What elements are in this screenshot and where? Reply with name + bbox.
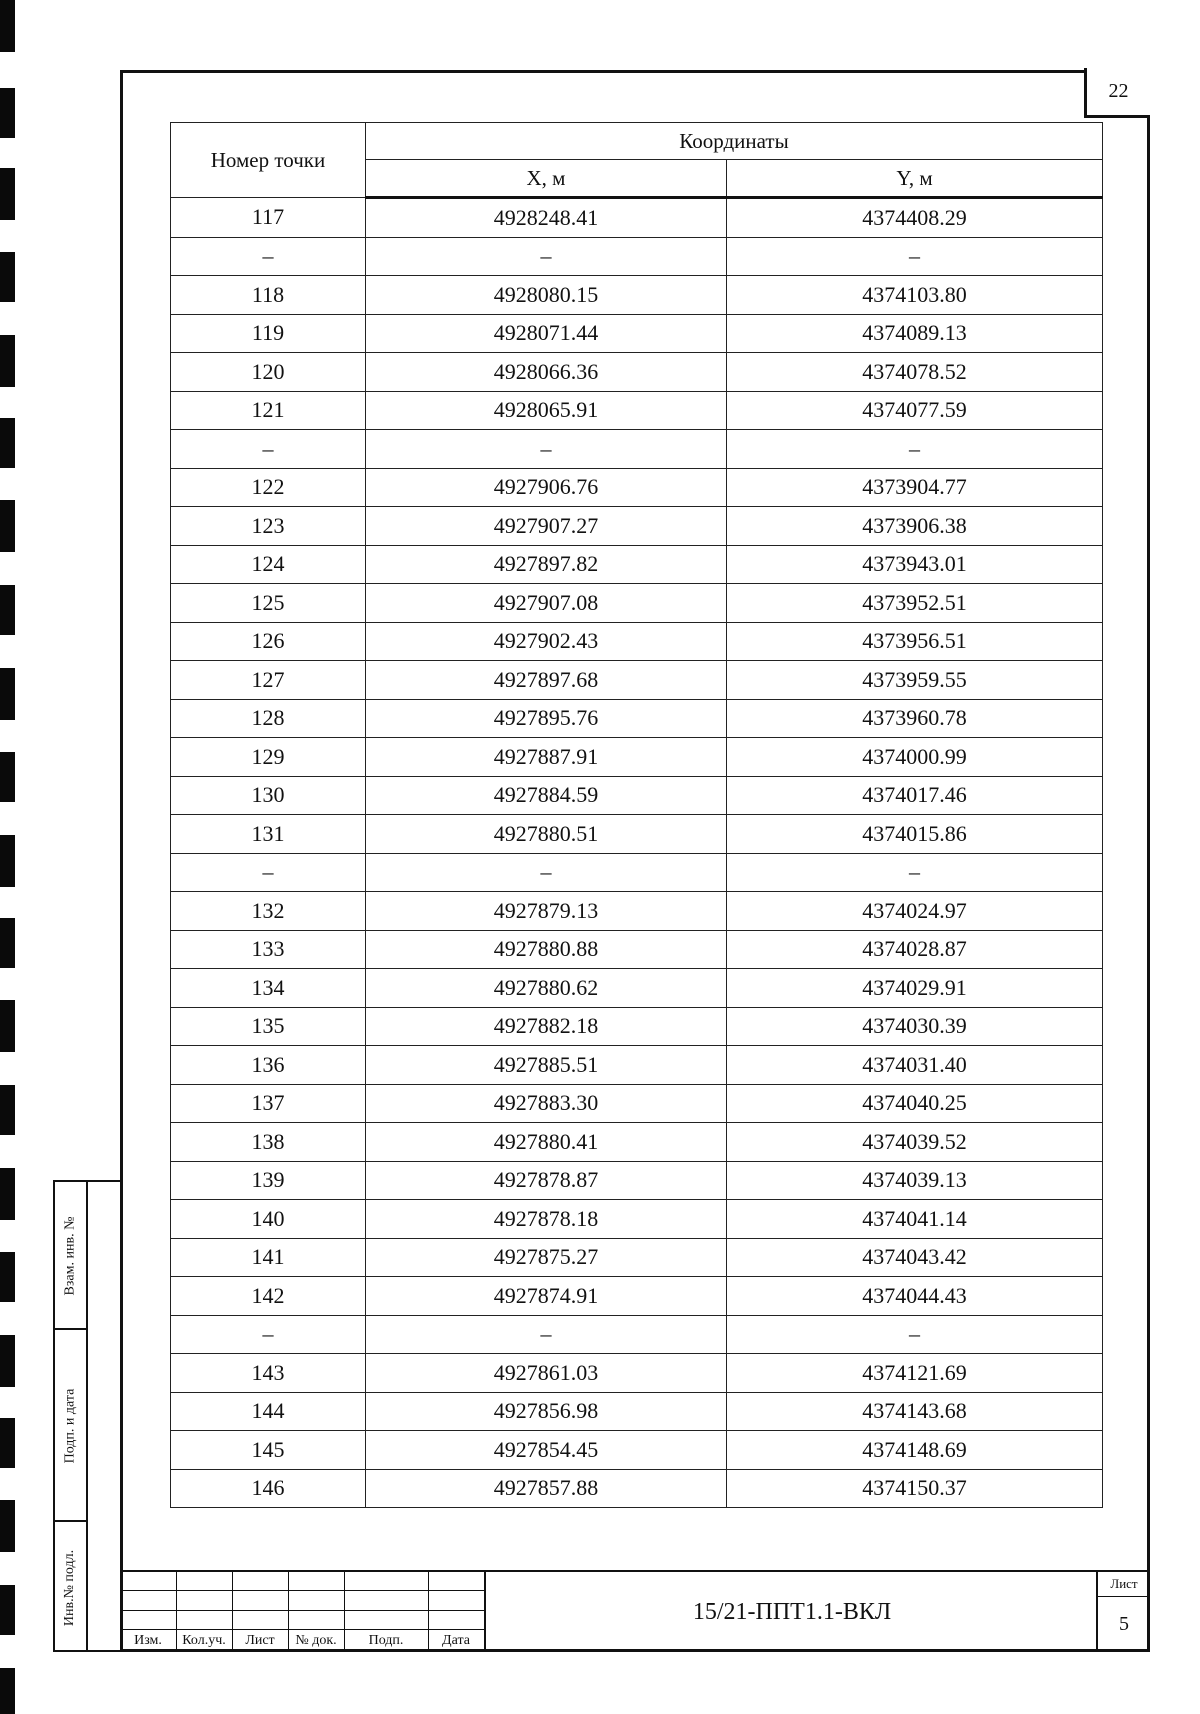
table-row	[171, 1392, 1103, 1431]
y-cell: –	[727, 1315, 1103, 1354]
y-cell: 4374028.87	[727, 930, 1103, 969]
table-row	[171, 198, 1103, 238]
point-cell: 143	[171, 1354, 366, 1393]
title-block-grid	[120, 1570, 484, 1652]
point-cell: 146	[171, 1469, 366, 1508]
sheet-box	[1096, 1570, 1150, 1652]
point-cell: 145	[171, 1431, 366, 1470]
table-row	[171, 1046, 1103, 1085]
point-cell: –	[171, 430, 366, 469]
table-row	[171, 1315, 1103, 1354]
x-cell: –	[366, 1315, 727, 1354]
x-cell: 4927897.82	[366, 545, 727, 584]
x-cell: 4927907.08	[366, 584, 727, 623]
table-row	[171, 853, 1103, 892]
table-row	[171, 1161, 1103, 1200]
y-cell: 4374043.42	[727, 1238, 1103, 1277]
binding-strip	[0, 668, 15, 720]
binding-strip	[0, 585, 15, 635]
x-cell: 4928066.36	[366, 353, 727, 392]
x-cell: 4927880.51	[366, 815, 727, 854]
x-cell: 4927897.68	[366, 661, 727, 700]
table-row	[171, 969, 1103, 1008]
page-number: 22	[1084, 68, 1150, 118]
point-cell: 129	[171, 738, 366, 777]
point-cell: 122	[171, 468, 366, 507]
table-row	[171, 776, 1103, 815]
point-cell: 142	[171, 1277, 366, 1316]
binding-strip	[0, 1085, 15, 1135]
table-row	[171, 738, 1103, 777]
x-cell: –	[366, 430, 727, 469]
y-cell: 4373904.77	[727, 468, 1103, 507]
point-cell: 141	[171, 1238, 366, 1277]
table-row	[171, 930, 1103, 969]
binding-strip	[0, 168, 15, 220]
y-cell: 4374089.13	[727, 314, 1103, 353]
document-code: 15/21-ППТ1.1-ВКЛ	[484, 1570, 1098, 1652]
y-cell: 4373956.51	[727, 622, 1103, 661]
point-cell: 133	[171, 930, 366, 969]
table-row	[171, 1123, 1103, 1162]
x-cell: 4928065.91	[366, 391, 727, 430]
x-cell: 4927885.51	[366, 1046, 727, 1085]
x-cell: 4927874.91	[366, 1277, 727, 1316]
table-row	[171, 584, 1103, 623]
x-cell: 4927879.13	[366, 892, 727, 931]
sheet-label: Лист	[1098, 1572, 1150, 1597]
y-cell: 4374029.91	[727, 969, 1103, 1008]
point-cell: 139	[171, 1161, 366, 1200]
x-cell: 4927861.03	[366, 1354, 727, 1393]
binding-strip	[0, 918, 15, 968]
binding-strip	[0, 1335, 15, 1387]
x-cell: 4928080.15	[366, 276, 727, 315]
point-cell: 140	[171, 1200, 366, 1239]
point-cell: 144	[171, 1392, 366, 1431]
point-cell: 118	[171, 276, 366, 315]
vzam-inv-label: Взам. инв. №	[62, 1216, 78, 1296]
binding-strip	[0, 1500, 15, 1552]
label-list: Лист	[245, 1632, 275, 1648]
table-row	[171, 545, 1103, 584]
x-cell: 4927882.18	[366, 1007, 727, 1046]
binding-strip	[0, 1585, 15, 1635]
y-cell: 4373952.51	[727, 584, 1103, 623]
y-cell: 4373906.38	[727, 507, 1103, 546]
x-cell: 4927883.30	[366, 1084, 727, 1123]
table-row	[171, 1354, 1103, 1393]
label-data: Дата	[442, 1632, 470, 1648]
x-cell: 4927880.41	[366, 1123, 727, 1162]
header-x: X, м	[366, 160, 727, 198]
y-cell: 4374408.29	[727, 198, 1103, 238]
point-cell: 130	[171, 776, 366, 815]
x-cell: 4927906.76	[366, 468, 727, 507]
binding-strip	[0, 1418, 15, 1468]
y-cell: 4374000.99	[727, 738, 1103, 777]
table-row	[171, 892, 1103, 931]
point-cell: 127	[171, 661, 366, 700]
y-cell: 4373943.01	[727, 545, 1103, 584]
x-cell: 4927884.59	[366, 776, 727, 815]
table-row	[171, 815, 1103, 854]
header-y: Y, м	[727, 160, 1103, 198]
y-cell: 4374017.46	[727, 776, 1103, 815]
label-izm: Изм.	[134, 1632, 162, 1648]
table-row	[171, 507, 1103, 546]
y-cell: 4374030.39	[727, 1007, 1103, 1046]
x-cell: 4928071.44	[366, 314, 727, 353]
point-cell: 121	[171, 391, 366, 430]
header-coordinates: Координаты	[366, 123, 1103, 160]
table-row	[171, 1200, 1103, 1239]
table-row	[171, 276, 1103, 315]
x-cell: 4927878.18	[366, 1200, 727, 1239]
point-cell: 132	[171, 892, 366, 931]
x-cell: –	[366, 853, 727, 892]
table-row	[171, 622, 1103, 661]
y-cell: 4374039.13	[727, 1161, 1103, 1200]
binding-strip	[0, 335, 15, 387]
binding-strip	[0, 752, 15, 802]
table-row	[171, 391, 1103, 430]
y-cell: –	[727, 237, 1103, 276]
table-row	[171, 237, 1103, 276]
table-row	[171, 1238, 1103, 1277]
point-cell: 125	[171, 584, 366, 623]
x-cell: 4927907.27	[366, 507, 727, 546]
binding-strip	[0, 1168, 15, 1220]
y-cell: 4374077.59	[727, 391, 1103, 430]
y-cell: 4374015.86	[727, 815, 1103, 854]
podp-data-label: Подп. и дата	[62, 1388, 78, 1464]
binding-strip	[0, 1000, 15, 1052]
label-podp: Подп.	[368, 1632, 404, 1648]
y-cell: 4373960.78	[727, 699, 1103, 738]
y-cell: 4374041.14	[727, 1200, 1103, 1239]
table-row	[171, 1007, 1103, 1046]
point-cell: 135	[171, 1007, 366, 1046]
y-cell: 4374150.37	[727, 1469, 1103, 1508]
table-row	[171, 430, 1103, 469]
point-cell: –	[171, 1315, 366, 1354]
binding-strip	[0, 418, 15, 468]
label-nom-dok: № док.	[295, 1632, 337, 1648]
sheet-number: 5	[1119, 1612, 1129, 1635]
y-cell: 4374103.80	[727, 276, 1103, 315]
x-cell: –	[366, 237, 727, 276]
x-cell: 4927856.98	[366, 1392, 727, 1431]
y-cell: 4374121.69	[727, 1354, 1103, 1393]
point-cell: 126	[171, 622, 366, 661]
y-cell: 4374143.68	[727, 1392, 1103, 1431]
y-cell: 4374078.52	[727, 353, 1103, 392]
point-cell: 134	[171, 969, 366, 1008]
table-row	[171, 661, 1103, 700]
table-row	[171, 1277, 1103, 1316]
binding-strip	[0, 835, 15, 887]
table-row	[171, 468, 1103, 507]
x-cell: 4928248.41	[366, 198, 727, 238]
x-cell: 4927880.88	[366, 930, 727, 969]
y-cell: –	[727, 853, 1103, 892]
x-cell: 4927878.87	[366, 1161, 727, 1200]
y-cell: 4374040.25	[727, 1084, 1103, 1123]
table-row	[171, 1431, 1103, 1470]
table-row	[171, 353, 1103, 392]
point-cell: 124	[171, 545, 366, 584]
y-cell: –	[727, 430, 1103, 469]
point-cell: 131	[171, 815, 366, 854]
binding-strip	[0, 1668, 15, 1714]
y-cell: 4374024.97	[727, 892, 1103, 931]
x-cell: 4927887.91	[366, 738, 727, 777]
binding-strip	[0, 500, 15, 552]
x-cell: 4927880.62	[366, 969, 727, 1008]
point-cell: 120	[171, 353, 366, 392]
point-cell: –	[171, 237, 366, 276]
y-cell: 4374031.40	[727, 1046, 1103, 1085]
y-cell: 4373959.55	[727, 661, 1103, 700]
x-cell: 4927875.27	[366, 1238, 727, 1277]
point-cell: 138	[171, 1123, 366, 1162]
x-cell: 4927857.88	[366, 1469, 727, 1508]
point-cell: 123	[171, 507, 366, 546]
binding-strip	[0, 0, 15, 52]
point-cell: 136	[171, 1046, 366, 1085]
x-cell: 4927895.76	[366, 699, 727, 738]
label-kol-uch: Кол.уч.	[182, 1632, 226, 1648]
point-cell: 128	[171, 699, 366, 738]
table-row	[171, 314, 1103, 353]
y-cell: 4374148.69	[727, 1431, 1103, 1470]
y-cell: 4374044.43	[727, 1277, 1103, 1316]
table-row	[171, 1469, 1103, 1508]
coordinates-table	[170, 122, 1103, 1508]
table-row	[171, 699, 1103, 738]
point-cell: 117	[171, 198, 366, 238]
binding-strip	[0, 1252, 15, 1302]
x-cell: 4927854.45	[366, 1431, 727, 1470]
inv-podl-label: Инв.№ подл.	[62, 1549, 78, 1627]
y-cell: 4374039.52	[727, 1123, 1103, 1162]
binding-strip	[0, 88, 15, 138]
point-cell: 137	[171, 1084, 366, 1123]
point-cell: –	[171, 853, 366, 892]
header-point-number: Номер точки	[171, 123, 366, 198]
x-cell: 4927902.43	[366, 622, 727, 661]
binding-strip	[0, 252, 15, 302]
table-row	[171, 1084, 1103, 1123]
side-stamp-panel	[53, 1180, 120, 1652]
point-cell: 119	[171, 314, 366, 353]
